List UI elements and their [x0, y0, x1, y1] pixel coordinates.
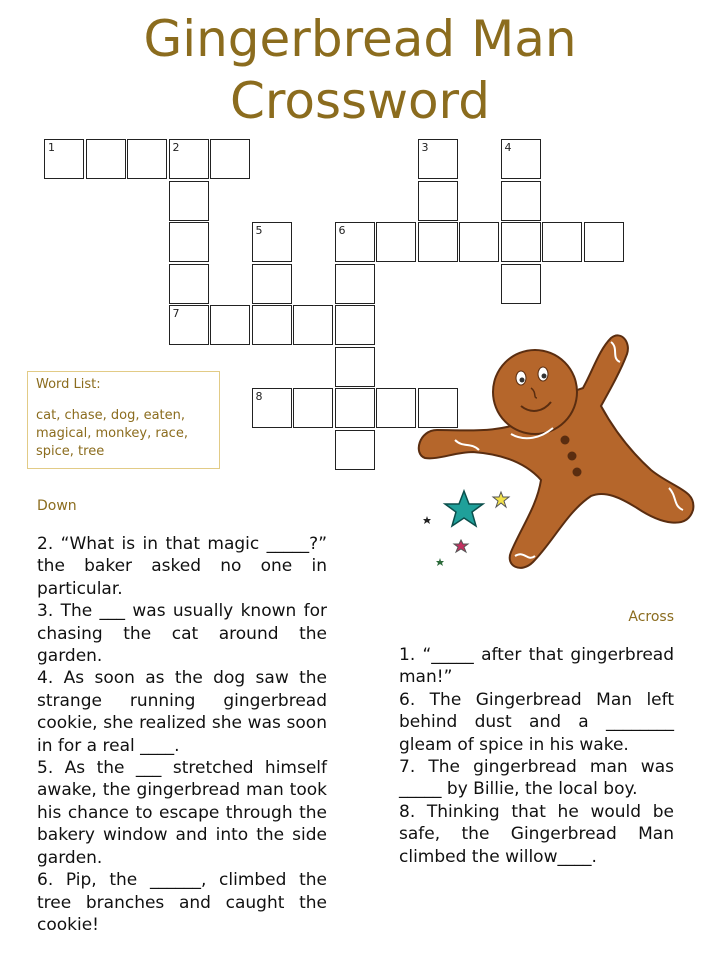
across-clues [399, 644, 674, 868]
letter-input[interactable] [419, 140, 457, 178]
crossword-cell[interactable] [293, 305, 333, 345]
across-clue-1: 1. “_____ after that gingerbread man!” [399, 645, 674, 688]
clue-number: 4 [504, 141, 512, 154]
letter-input[interactable] [211, 306, 249, 344]
letter-input[interactable] [460, 223, 498, 261]
down-clue-4: 4. As soon as the dog saw the strange running gingerbread cookie, she realized she was soon in for a real ____. [37, 668, 327, 756]
crossword-cell[interactable] [418, 222, 458, 262]
crossword-cell[interactable] [335, 222, 375, 262]
across-clue-7: 7. The gingerbread man was _____ by Billie, the local boy. [399, 757, 674, 800]
letter-input[interactable] [253, 389, 291, 427]
letter-input[interactable] [585, 223, 623, 261]
page-subtitle: Crossword [230, 72, 490, 130]
letter-input[interactable] [419, 182, 457, 220]
crossword-cell[interactable] [252, 305, 292, 345]
crossword-cell[interactable] [169, 222, 209, 262]
crossword-cell[interactable] [252, 388, 292, 428]
letter-input[interactable] [170, 223, 208, 261]
letter-input[interactable] [211, 140, 249, 178]
clue-number: 6 [338, 224, 346, 237]
crossword-cell[interactable] [252, 264, 292, 304]
letter-input[interactable] [45, 140, 83, 178]
letter-input[interactable] [253, 306, 291, 344]
letter-input[interactable] [543, 223, 581, 261]
letter-input[interactable] [502, 223, 540, 261]
letter-input[interactable] [336, 265, 374, 303]
down-heading: Down [37, 498, 77, 514]
crossword-cell[interactable] [542, 222, 582, 262]
crossword-cell[interactable] [169, 305, 209, 345]
letter-input[interactable] [377, 389, 415, 427]
crossword-cell[interactable] [293, 388, 333, 428]
letter-input[interactable] [294, 306, 332, 344]
crossword-cell[interactable] [335, 430, 375, 470]
sparkle-stars [423, 491, 509, 566]
crossword-cell[interactable] [335, 305, 375, 345]
clue-number: 2 [172, 141, 180, 154]
crossword-cell[interactable] [335, 264, 375, 304]
crossword-cell[interactable] [210, 305, 250, 345]
letter-input[interactable] [170, 265, 208, 303]
letter-input[interactable] [336, 389, 374, 427]
crossword-cell[interactable] [501, 181, 541, 221]
letter-input[interactable] [377, 223, 415, 261]
letter-input[interactable] [87, 140, 125, 178]
word-list-heading: Word List: [36, 377, 101, 392]
crossword-cell[interactable] [501, 139, 541, 179]
letter-input[interactable] [336, 431, 374, 469]
gingerbread-man-illustration [415, 330, 705, 575]
word-list-words: cat, chase, dog, eaten, magical, monkey, race, spice, tree [36, 408, 188, 459]
crossword-cell[interactable] [335, 347, 375, 387]
down-clue-5: 5. As the ___ stretched himself awake, the gingerbread man took his chance to escape through the bakery window and into the side garden. [37, 758, 327, 868]
letter-input[interactable] [294, 389, 332, 427]
letter-input[interactable] [419, 223, 457, 261]
crossword-cell[interactable] [86, 139, 126, 179]
letter-input[interactable] [502, 182, 540, 220]
across-heading: Across [628, 609, 674, 625]
letter-input[interactable] [502, 140, 540, 178]
crossword-cell[interactable] [169, 139, 209, 179]
crossword-cell[interactable] [418, 181, 458, 221]
crossword-cell[interactable] [376, 388, 416, 428]
crossword-cell[interactable] [252, 222, 292, 262]
clue-number: 7 [172, 307, 180, 320]
crossword-cell[interactable] [376, 222, 416, 262]
letter-input[interactable] [253, 265, 291, 303]
letter-input[interactable] [336, 348, 374, 386]
letter-input[interactable] [128, 140, 166, 178]
across-clue-8: 8. Thinking that he would be safe, the Gingerbread Man climbed the willow____. [399, 801, 674, 867]
crossword-cell[interactable] [127, 139, 167, 179]
clue-number: 5 [255, 224, 263, 237]
letter-input[interactable] [170, 306, 208, 344]
crossword-cell[interactable] [169, 181, 209, 221]
down-clue-2: 2. “What is in that magic _____?” the baker asked no one in particular. [37, 534, 327, 599]
letter-input[interactable] [253, 223, 291, 261]
letter-input[interactable] [170, 182, 208, 220]
clue-number: 8 [255, 390, 263, 403]
crossword-cell[interactable] [44, 139, 84, 179]
letter-input[interactable] [336, 223, 374, 261]
page-title: Gingerbread Man [143, 10, 577, 68]
word-list-box [27, 371, 220, 469]
crossword-cell[interactable] [418, 139, 458, 179]
letter-input[interactable] [170, 140, 208, 178]
clue-number: 3 [421, 141, 429, 154]
crossword-cell[interactable] [501, 264, 541, 304]
crossword-cell[interactable] [210, 139, 250, 179]
across-clue-6: 6. The Gingerbread Man left behind dust and a ________ gleam of spice in his wake. [399, 689, 674, 755]
down-clue-3: 3. The ___ was usually known for chasing the cat around the garden. [37, 601, 327, 667]
down-clues [37, 533, 327, 936]
crossword-cell[interactable] [459, 222, 499, 262]
crossword-cell[interactable] [584, 222, 624, 262]
letter-input[interactable] [502, 265, 540, 303]
crossword-cell[interactable] [169, 264, 209, 304]
crossword-cell[interactable] [335, 388, 375, 428]
clue-number: 1 [48, 141, 55, 154]
letter-input[interactable] [336, 306, 374, 344]
crossword-cell[interactable] [501, 222, 541, 262]
down-clue-6: 6. Pip, the ______, climbed the tree branches and caught the cookie! [37, 870, 327, 935]
